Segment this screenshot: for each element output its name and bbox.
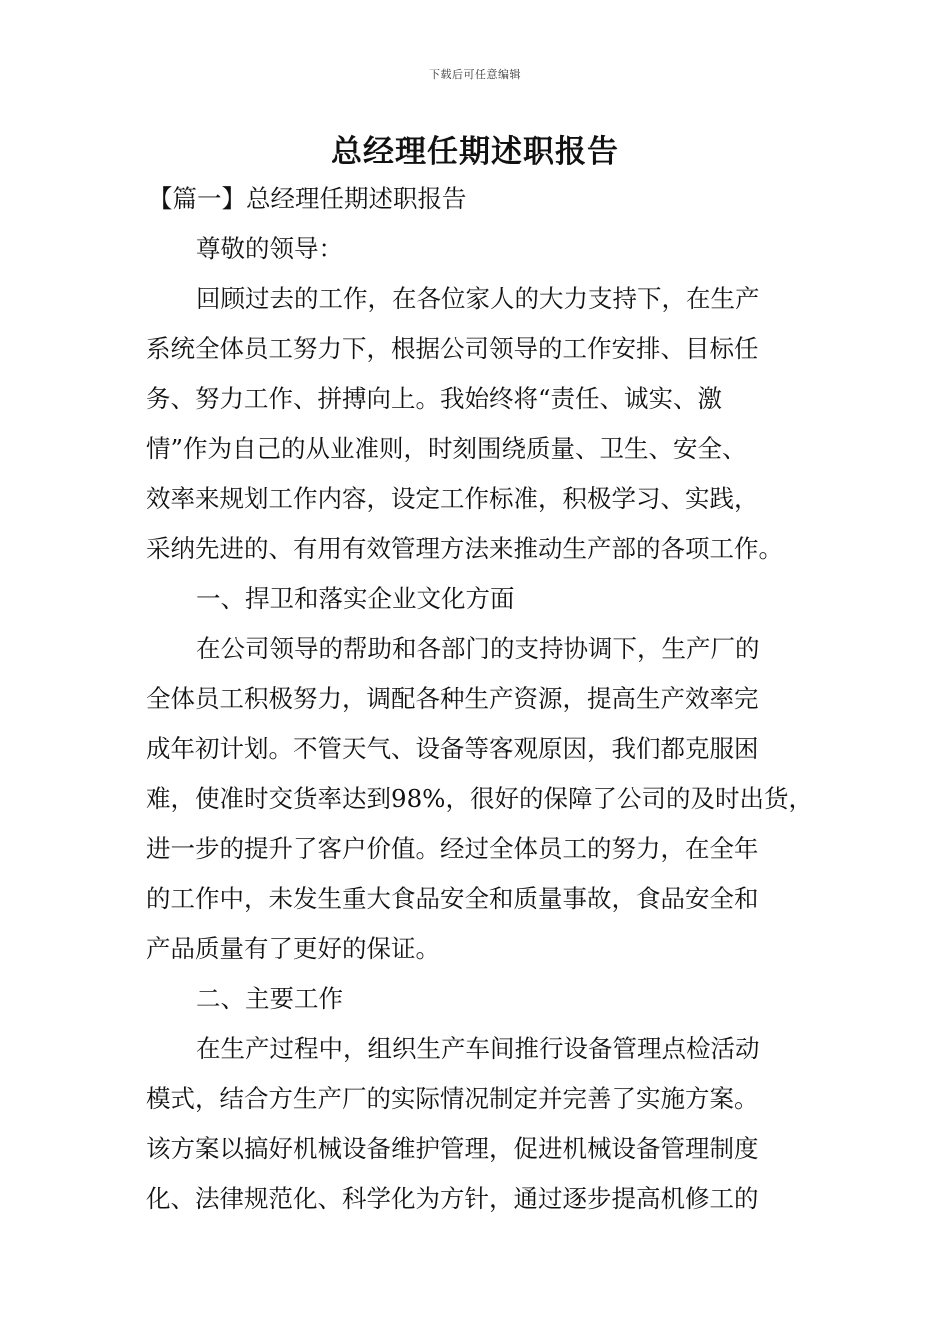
paragraph-line: 全体员工积极努力，调配各种生产资源，提高生产效率完 <box>146 684 759 713</box>
document-body <box>146 174 813 1224</box>
paragraph-line: 难，使准时交货率达到98%，很好的保障了公司的及时出货， <box>146 784 813 813</box>
section-heading: 二、主要工作 <box>196 984 343 1013</box>
paragraph-line: 模式，结合方生产厂的实际情况制定并完善了实施方案。 <box>146 1084 759 1113</box>
paragraph-line: 在公司领导的帮助和各部门的支持协调下，生产厂的 <box>196 634 760 663</box>
paragraph-line: 该方案以搞好机械设备维护管理，促进机械设备管理制度 <box>146 1134 759 1163</box>
paragraph-line: 系统全体员工努力下，根据公司领导的工作安排、目标任 <box>146 334 759 363</box>
paragraph-line: 情”作为自己的从业准则，时刻围绕质量、卫生、安全、 <box>146 434 747 463</box>
paragraph-line: 采纳先进的、有用有效管理方法来推动生产部的各项工作。 <box>146 534 783 563</box>
paragraph-line: 化、法律规范化、科学化为方针，通过逐步提高机修工的 <box>146 1184 759 1213</box>
header-note: 下载后可任意编辑 <box>429 68 521 81</box>
document-title: 总经理任期述职报告 <box>331 134 619 170</box>
paragraph-line: 成年初计划。不管天气、设备等客观原因，我们都克服困 <box>146 734 759 763</box>
paragraph-line: 的工作中，未发生重大食品安全和质量事故，食品安全和 <box>146 884 759 913</box>
paragraph-line: 进一步的提升了客户价值。经过全体员工的努力，在全年 <box>146 834 759 863</box>
section-subtitle: 【篇一】总经理任期述职报告 <box>148 184 467 213</box>
paragraph-line: 回顾过去的工作，在各位家人的大力支持下，在生产 <box>196 284 760 313</box>
section-heading: 一、捍卫和落实企业文化方面 <box>196 584 515 613</box>
paragraph-line: 务、努力工作、拼搏向上。我始终将“责任、诚实、激 <box>146 384 723 413</box>
paragraph-line: 产品质量有了更好的保证。 <box>146 934 440 963</box>
paragraph-line: 在生产过程中，组织生产车间推行设备管理点检活动 <box>196 1034 760 1063</box>
paragraph-line: 效率来规划工作内容，设定工作标准，积极学习、实践， <box>146 484 759 513</box>
salutation: 尊敬的领导： <box>196 234 343 263</box>
